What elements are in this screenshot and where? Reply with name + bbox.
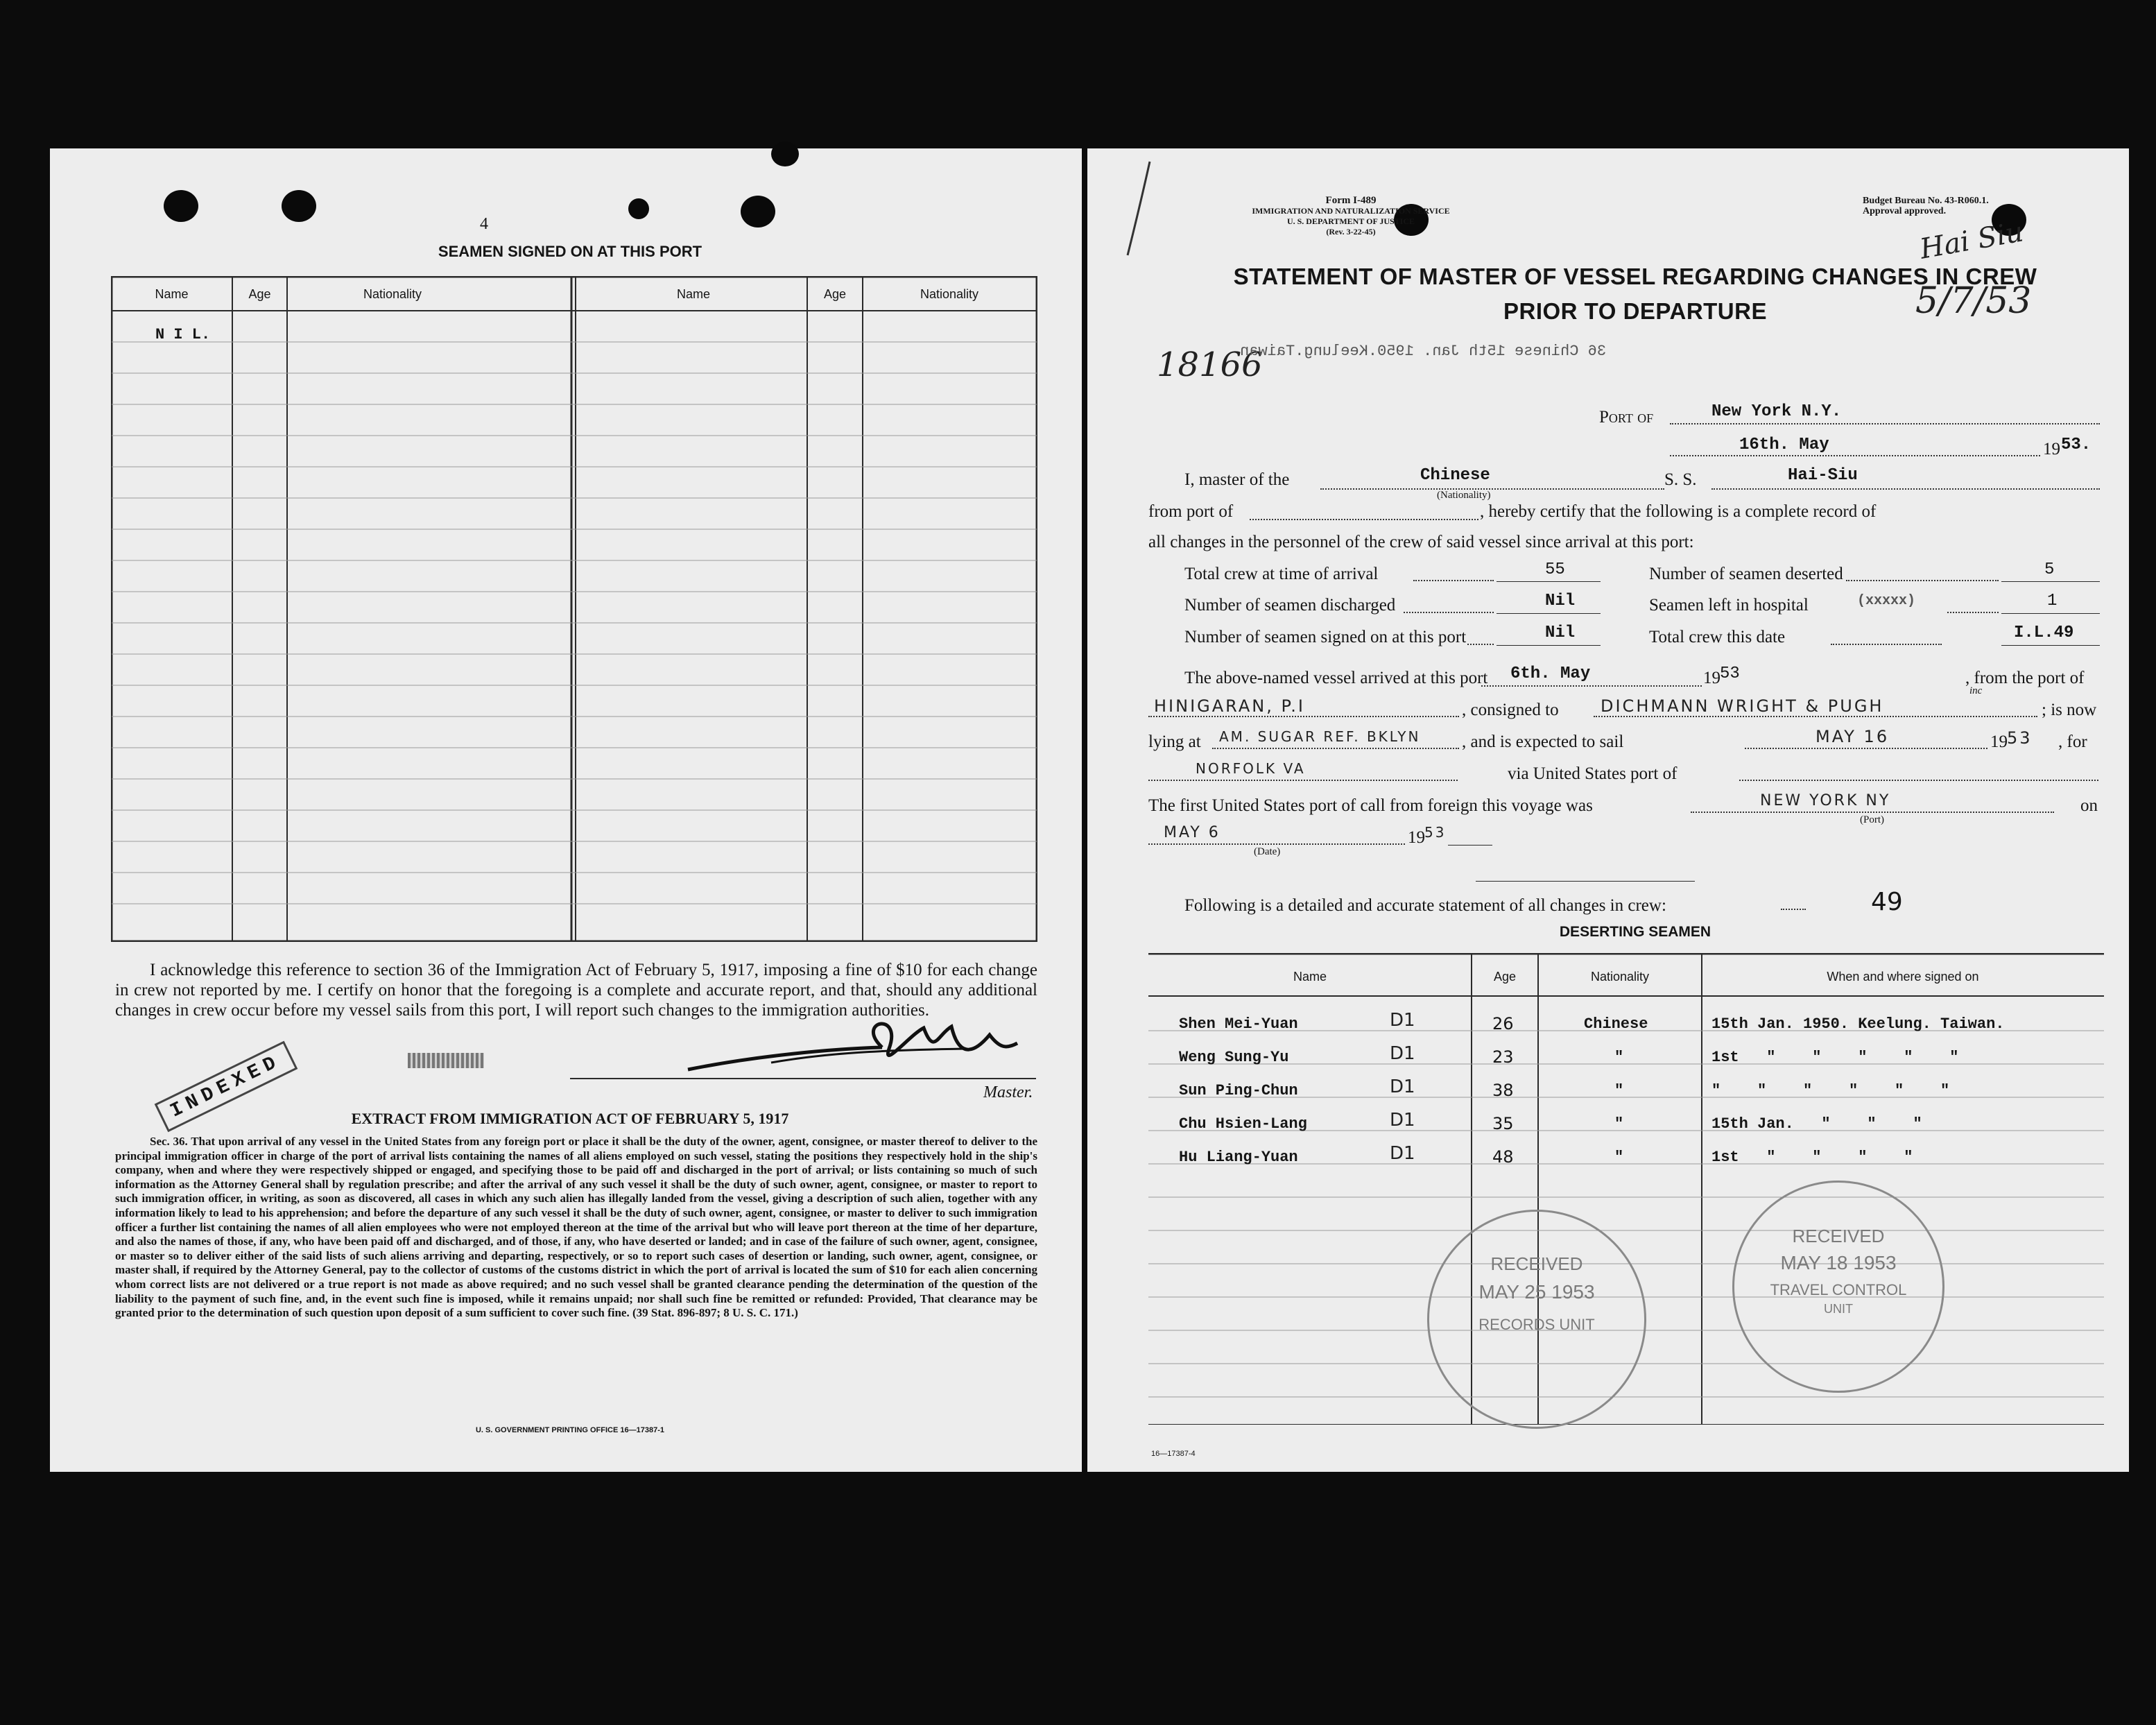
extract-title: EXTRACT FROM IMMIGRATION ACT OF FEBRUARY 5, 1917: [351, 1110, 789, 1127]
signature-line: [570, 1078, 1036, 1079]
port-label: Port of: [1599, 408, 1654, 427]
form-title-line2: PRIOR TO DEPARTURE: [1503, 298, 1767, 324]
deserter-name: Chu Hsien-Lang: [1179, 1115, 1307, 1133]
left-title: SEAMEN SIGNED ON AT THIS PORT: [438, 243, 702, 260]
arrival-day: 6th. May: [1510, 664, 1591, 683]
destination-line: [1148, 780, 1458, 781]
location-value: AM. SUGAR REF. BKLYN: [1219, 728, 1421, 745]
nationality-value: Chinese: [1420, 466, 1490, 485]
page-number: 4: [480, 215, 488, 233]
deserter-name: Shen Mei-Yuan: [1179, 1015, 1298, 1033]
col-header-age-2: Age: [823, 287, 847, 301]
on-label: on: [2080, 796, 2098, 815]
total-today-value: I.L.49: [2014, 624, 2074, 642]
underline: [2001, 613, 2100, 614]
form-number: Form I-489: [1325, 195, 1377, 206]
divider: [1476, 881, 1695, 882]
deserter-nationality: ": [1614, 1115, 1624, 1133]
deserter-name: Sun Ping-Chun: [1179, 1082, 1298, 1099]
arrival-year-prefix: 19: [1703, 669, 1721, 687]
first-year-value: 53: [1424, 824, 1447, 841]
hospital-label: Seamen left in hospital: [1649, 596, 1809, 615]
changes-count: 49: [1871, 888, 1903, 916]
destination-value: NORFOLK VA: [1196, 760, 1306, 777]
stamp-line: RECORDS UNIT: [1478, 1316, 1595, 1333]
deserter-nationality: Chinese: [1584, 1015, 1648, 1033]
extract-text: Sec. 36. That upon arrival of any vessel in the United States from any foreign port or place it shall be the duty of the owner, agent, consignee, or master thereof to deliver to the principal immigration officer in charge of the port of arrival lists containing the names of all aliens employed on such vessel, stating the positions they respectively hold in the ship's company, when and where they were respectively shipped or engaged, and specifying those to be paid off and discharged in the port of arrival; or lists containing so much of such information as the Attorney General shall by regulation prescribe; and after the arrival of any such vessel it shall be the duty of such owner, agent, consignee, or master to report to such immigration officer, in writing, as soon as discovered, all cases in which any such alien has illegally landed from the vessel, giving a description of such alien, together with any information likely to lead to his apprehension; and before the departure of any such vessel it shall be the duty of such owner, agent, consignee, or master to deliver to such immigration officer a further list containing the names of all alien employees who were not employed thereon at the time of the arrival but who will leave port thereon at the time of her departure, and also the names of those, if any, who have been paid off and discharged, and of those, if any, who have deserted or landed; and in case of the failure of such owner, agent, consignee, or master so to deliver either of the said lists of such aliens arriving and departing, respectively, or so to report such cases of desertion or landing, such owner, agent, consignee, or master shall, if required by the Attorney General, pay to the collector of customs of the customs district in which the port of arrival is located the sum of $10 for each alien concerning whom correct lists are not delivered or a true report is not made as above required; and no such vessel shall be granted clearance pending the determination of the question of the liability to the payment of such fine, and, in the event such fine is imposed, while it remains unpaid; nor shall such fine be remitted or refunded: Provided, That clearance may be granted prior to the determination of such question upon deposit of a sum sufficient to cover such fine. (39 Stat. 896-897; 8 U. S. C. 171.): [115, 1135, 1037, 1320]
via-text: via United States port of: [1508, 764, 1678, 783]
certify-text: , hereby certify that the following is a complete record of: [1480, 502, 1877, 521]
consigned-label: , consigned to: [1462, 701, 1559, 719]
underline: [1448, 845, 1492, 846]
col-header-nationality-2: Nationality: [920, 287, 979, 301]
underline: [2001, 581, 2100, 582]
underline: [1497, 581, 1601, 582]
is-now-label: ; is now: [2042, 701, 2097, 719]
deserter-mark: D1: [1390, 1143, 1415, 1164]
signed-on-table-grid: [111, 276, 1037, 942]
arrival-day-line: [1481, 685, 1641, 687]
deserter-mark: D1: [1390, 1076, 1415, 1097]
stamp-line: MAY 18 1953: [1780, 1252, 1897, 1273]
budget-bureau: [1863, 196, 1989, 216]
handwritten-ship-name: Hai Siu: [1917, 216, 2026, 266]
deserter-age: 23: [1492, 1047, 1514, 1067]
deserter-name: Weng Sung-Yu: [1179, 1049, 1289, 1066]
ship-line: [1711, 488, 2100, 490]
from-the-port-label: , from the port of: [1965, 669, 2085, 687]
handwritten-date: 5/7/53: [1915, 280, 2032, 322]
port-line: [1670, 423, 2100, 424]
arrival-year: 53: [1720, 664, 1740, 683]
following-text: Following is a detailed and accurate statement of all changes in crew:: [1184, 896, 1666, 915]
printer-line: U. S. GOVERNMENT PRINTING OFFICE 16—17387-1: [475, 1426, 664, 1434]
col-header-name: Name: [155, 287, 189, 301]
total-crew-arrival-label: Total crew at time of arrival: [1184, 565, 1379, 583]
master-signature: [674, 1007, 1035, 1083]
date-year-prefix: 19: [2043, 440, 2060, 458]
port-value: New York N.Y.: [1711, 402, 1842, 421]
deserter-mark: D1: [1390, 1010, 1415, 1031]
received-stamp-records: [1427, 1210, 1646, 1429]
handwritten-file-number: 18166: [1157, 345, 1263, 384]
form-footer: 16—17387-4: [1151, 1450, 1196, 1458]
port-caption: (Port): [1860, 814, 1884, 825]
master-of-label: I, master of the: [1184, 470, 1290, 489]
via-port-line: [1739, 780, 2098, 781]
deserter-age: 48: [1492, 1147, 1514, 1167]
deserter-name: Hu Liang-Yuan: [1179, 1149, 1298, 1166]
deserter-signed: 1st " " " ": [1711, 1149, 1913, 1166]
first-date-value: MAY 6: [1164, 824, 1221, 841]
nil-entry: N I L.: [155, 326, 211, 343]
hospital-note: (xxxxx): [1857, 593, 1916, 609]
first-port-text: The first United States port of call from foreign this voyage was: [1148, 796, 1593, 815]
nationality-line: [1320, 488, 1664, 490]
ss-label: S. S.: [1664, 470, 1697, 489]
location-line: [1212, 748, 1459, 749]
form-revision: (Rev. 3-22-45): [1326, 227, 1376, 237]
deserter-signed: 15th Jan. " " ": [1711, 1115, 1922, 1133]
deserter-nationality: ": [1614, 1149, 1624, 1166]
smudged-stamp: [408, 1053, 484, 1068]
underline: [2001, 645, 2100, 646]
right-page: [1087, 148, 2129, 1472]
underline: [1497, 645, 1601, 646]
lying-at-label: lying at: [1148, 732, 1201, 751]
underline: [1497, 613, 1601, 614]
budget-approval: Approval approved.: [1863, 206, 1947, 216]
deserted-label: Number of seamen deserted: [1649, 565, 1843, 583]
deserting-title: DESERTING SEAMEN: [1559, 924, 1711, 940]
deserter-nationality: ": [1614, 1049, 1624, 1066]
deserter-signed: " " " " " ": [1711, 1082, 1950, 1099]
deserter-signed: 1st " " " " ": [1711, 1049, 1959, 1066]
total-crew-arrival: 55: [1545, 560, 1565, 579]
form-department: U. S. DEPARTMENT OF JUSTICE: [1286, 216, 1415, 226]
nationality-caption: (Nationality): [1437, 490, 1491, 501]
form-agency: IMMIGRATION AND NATURALIZATION SERVICE: [1252, 206, 1450, 216]
master-label: Master.: [983, 1083, 1033, 1101]
arrival-year-prefix-line: [1642, 685, 1702, 687]
col-header-age: Age: [248, 287, 271, 301]
total-today-label: Total crew this date: [1649, 628, 1786, 646]
discharged-label: Number of seamen discharged: [1184, 596, 1396, 615]
stamp-line: UNIT: [1824, 1302, 1853, 1316]
ship-name: Hai-Siu: [1788, 466, 1858, 485]
des-col-name: Name: [1293, 970, 1327, 984]
date-year: 53.: [2061, 436, 2092, 454]
consignee-note: inc: [1969, 685, 1983, 696]
punch-hole: [282, 190, 316, 222]
deserter-age: 35: [1492, 1114, 1514, 1133]
signed-on-value: Nil: [1545, 624, 1576, 642]
sail-date-line: [1745, 748, 1987, 749]
stamp-line: RECEIVED: [1792, 1226, 1885, 1246]
acknowledgement-text: I acknowledge this reference to section 36 of the Immigration Act of February 5, 1917, imposing a fine of $10 for each change in crew not reported by me. I certify on honor that the foregoing is a complete and accurate report, and that, should any additional changes in crew occur before my vessel sails from this port, I will report such changes to the immigration authorities.: [115, 961, 1037, 1020]
deserter-nationality: ": [1614, 1082, 1624, 1099]
from-port-line: [1250, 519, 1478, 520]
signed-on-label: Number of seamen signed on at this port: [1184, 628, 1467, 646]
punch-hole: [628, 198, 649, 219]
certify-text-2: all changes in the personnel of the crew of said vessel since arrival at this port:: [1148, 533, 1694, 551]
for-label: , for: [2058, 732, 2087, 751]
punch-hole: [741, 196, 775, 228]
des-col-age: Age: [1493, 970, 1517, 984]
arrival-text: The above-named vessel arrived at this port: [1184, 669, 1488, 687]
hospital-value: 1: [2047, 592, 2058, 610]
left-page: [50, 148, 1082, 1472]
des-col-nationality: Nationality: [1590, 970, 1650, 984]
date-value: 16th. May: [1739, 436, 1829, 454]
leader-dots: [1846, 580, 1999, 581]
deserter-age: 38: [1492, 1081, 1514, 1100]
first-port-value: NEW YORK NY: [1760, 792, 1891, 809]
date-line: [1670, 455, 2040, 456]
first-year-prefix: 19: [1408, 828, 1425, 847]
from-port-label: from port of: [1148, 502, 1234, 521]
first-date-line: [1148, 843, 1405, 845]
leader-dots: [1781, 909, 1806, 910]
sail-year-value: 53: [2007, 728, 2033, 748]
stamp-line: RECEIVED: [1490, 1253, 1583, 1274]
deserter-mark: D1: [1390, 1110, 1415, 1131]
des-col-signed: When and where signed on: [1827, 970, 1979, 984]
stamp-line: MAY 25 1953: [1478, 1281, 1595, 1303]
leader-dots: [1404, 612, 1494, 613]
leader-dots: [1947, 612, 1999, 613]
from-port-line: [1148, 716, 1459, 717]
consignee-line: [1594, 716, 2037, 717]
leader-dots: [1831, 644, 1942, 645]
deserter-age: 26: [1492, 1014, 1514, 1033]
deserter-mark: D1: [1390, 1043, 1415, 1064]
expected-label: , and is expected to sail: [1462, 732, 1624, 751]
punch-hole: [771, 141, 799, 166]
col-header-nationality: Nationality: [363, 287, 422, 301]
sail-date-value: MAY 16: [1816, 727, 1890, 746]
mirrored-offset-text: 36 Chinese 15th Jan. 1950.Keelung.Taiwan: [1240, 343, 1607, 360]
first-port-line: [1691, 812, 2054, 813]
discharged-value: Nil: [1545, 592, 1576, 610]
leader-dots: [1413, 580, 1494, 581]
col-header-name-2: Name: [676, 287, 710, 301]
sail-year-prefix: 19: [1990, 732, 2008, 751]
date-caption: (Date): [1254, 846, 1281, 857]
budget-number: Budget Bureau No. 43-R060.1.: [1863, 196, 1989, 206]
deserted-value: 5: [2044, 560, 2055, 579]
form-title-line1: STATEMENT OF MASTER OF VESSEL REGARDING CHANGES IN CREW: [1233, 264, 2037, 289]
received-stamp-travel-control: [1732, 1181, 1944, 1393]
punch-hole: [164, 190, 198, 222]
from-port-value: HINIGARAN, P.I: [1154, 696, 1305, 716]
form-header: [1129, 196, 1573, 237]
deserter-signed: 15th Jan. 1950. Keelung. Taiwan.: [1711, 1015, 2005, 1033]
leader-dots: [1467, 644, 1494, 645]
indexed-stamp: INDEXED: [155, 1041, 297, 1132]
stamp-line: TRAVEL CONTROL: [1770, 1281, 1907, 1298]
consignee-value: DICHMANN WRIGHT & PUGH: [1601, 696, 1884, 716]
